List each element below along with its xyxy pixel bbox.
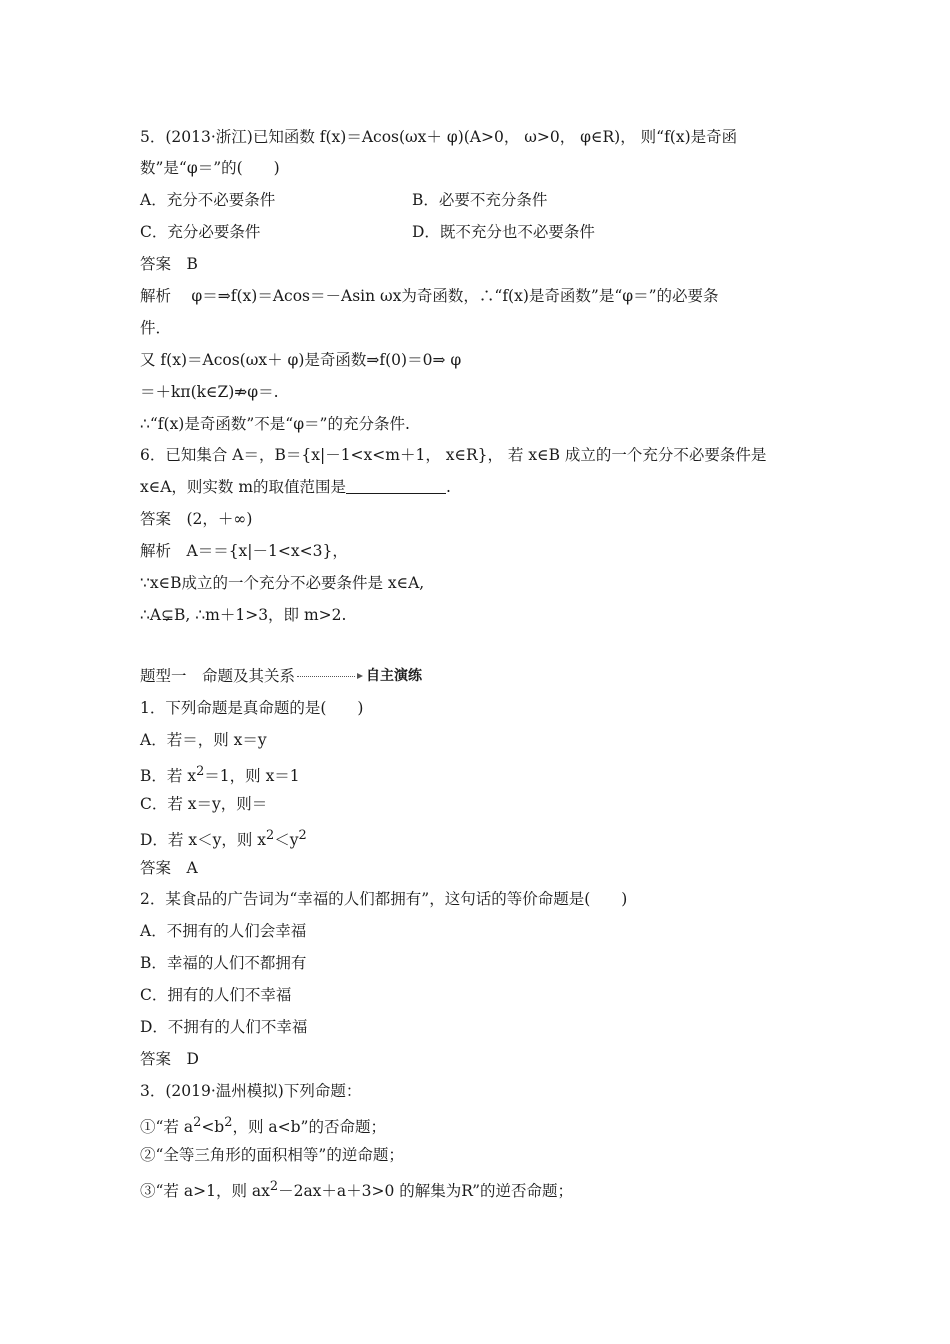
q1-b-sup: 2: [196, 764, 205, 779]
q2-option-a: A．不拥有的人们会幸福: [140, 922, 307, 940]
q2-stem: 2．某食品的广告词为“幸福的人们都拥有”，这句话的等价命题是( ): [140, 890, 628, 908]
q5-option-c: C．充分必要条件: [140, 223, 261, 241]
q3-i1-mid: <b: [201, 1118, 225, 1137]
q2-option-b: B．幸福的人们不都拥有: [140, 954, 307, 972]
q5-analysis-line4: ＝＋kπ(k∈Z)⇏φ＝.: [140, 383, 279, 401]
q6-stem-text: x∈A，则实数 m的取值范围是: [140, 478, 347, 496]
q3-i3-sup: 2: [269, 1179, 279, 1194]
q3-i3-prefix: ③“若 a>1，则 ax: [140, 1182, 270, 1201]
q3-i1-suffix: ，则 a<b”的否命题；: [232, 1118, 386, 1137]
q5-analysis-line2: 件．: [140, 319, 172, 337]
dotted-leader: [297, 675, 355, 677]
q5-option-a: A．充分不必要条件: [140, 191, 276, 209]
q1-option-a: A．若＝，则 x＝y: [140, 731, 267, 749]
q5-analysis-line1: 解析 φ＝⇒f(x)＝Acos＝－Asin ωx为奇函数，∴“f(x)是奇函数”是“φ＝”的必要条: [140, 287, 719, 305]
q6-stem-end: .: [446, 478, 451, 496]
q1-option-c: C．若 x＝y，则＝: [140, 795, 268, 813]
q1-answer: 答案 A: [140, 859, 198, 877]
q3-i1-sup1: 2: [193, 1115, 202, 1130]
q5-options-row1: [140, 190, 820, 210]
q6-stem-line1: 6．已知集合 A＝，B＝{x|－1<x<m＋1， x∈R}， 若 x∈B 成立的一个充分不必要条件是: [140, 446, 767, 464]
q1-b-prefix: B．若 x: [140, 767, 197, 786]
q5-analysis-line5: ∴“f(x)是奇函数”不是“φ＝”的充分条件.: [140, 415, 410, 433]
arrow-right-icon: [357, 673, 363, 679]
q6-analysis-line1: 解析 A＝＝{x|－1<x<3}，: [140, 542, 348, 560]
q3-i3-suffix: －2ax＋a＋3>0 的解集为R”的逆否命题；: [278, 1182, 574, 1201]
q5-options-row2: [140, 222, 820, 242]
q5-analysis-line3: 又 f(x)＝Acos(ωx＋ φ)是奇函数⇒f(0)＝0⇒ φ: [140, 351, 462, 369]
q6-analysis-line3: ∴A⊊B, ∴m＋1>3，即 m>2.: [140, 606, 347, 624]
q5-answer: 答案 B: [140, 255, 198, 273]
q3-item-1: [140, 1113, 820, 1137]
q1-stem: 1．下列命题是真命题的是( ): [140, 699, 364, 717]
q5-stem-line1: 5．(2013·浙江)已知函数 f(x)＝Acos(ωx＋ φ)(A>0， ω>0， φ∈R)， 则“f(x)是奇函: [140, 128, 738, 146]
q3-i1-sup2: 2: [224, 1115, 233, 1130]
q6-analysis-line2: ∵x∈B成立的一个充分不必要条件是 x∈A,: [140, 574, 425, 592]
q5-option-d: D．既不充分也不必要条件: [412, 223, 595, 241]
q5-option-b: B．必要不充分条件: [412, 191, 548, 209]
q6-stem-line2: [140, 477, 820, 497]
q1-option-b: [140, 762, 820, 786]
q1-d-sup1: 2: [266, 828, 275, 843]
q2-option-d: D．不拥有的人们不幸福: [140, 1018, 308, 1036]
q1-d-mid: ＜y: [274, 831, 299, 850]
q2-answer: 答案 D: [140, 1050, 199, 1068]
q3-i1-prefix: ①“若 a: [140, 1118, 194, 1137]
q1-d-prefix: D．若 x＜y，则 x: [140, 831, 267, 850]
q6-answer: 答案 (2，＋∞): [140, 510, 253, 528]
q1-d-sup2: 2: [298, 828, 307, 843]
q3-item-2: ②“全等三角形的面积相等”的逆命题；: [140, 1146, 404, 1164]
q1-option-d: [140, 826, 820, 850]
q3-stem: 3．(2019·温州模拟)下列命题：: [140, 1082, 362, 1100]
answer-blank: [346, 479, 446, 494]
section-heading: [140, 666, 820, 686]
section-badge: 自主演练: [366, 668, 423, 684]
q3-item-3: [140, 1177, 820, 1201]
q5-stem-line2: 数”是“φ＝”的( ): [140, 159, 280, 177]
q2-option-c: C．拥有的人们不幸福: [140, 986, 292, 1004]
section-title: 题型一 命题及其关系: [140, 667, 296, 685]
q1-b-suffix: ＝1，则 x＝1: [204, 767, 300, 786]
